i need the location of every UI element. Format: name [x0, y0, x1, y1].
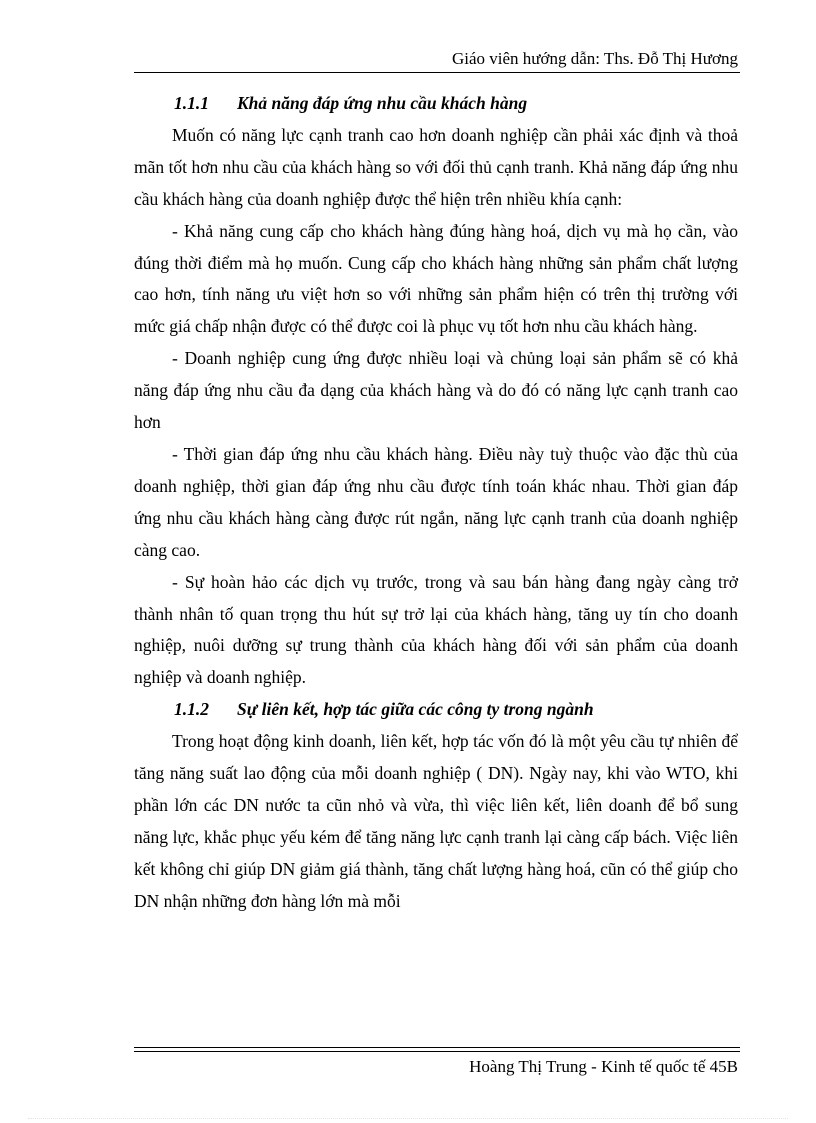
page-content — [134, 88, 738, 918]
paragraph: Muốn có năng lực cạnh tranh cao hơn doanh nghiệp cần phải xác định và thoả mãn tốt hơn nhu cầu của khách hàng so với đối thủ cạnh tranh. Khả năng đáp ứng nhu cầu khách hàng của doanh nghiệp được thể hiện trên nhiều khía cạnh: — [134, 124, 738, 209]
paragraph: - Thời gian đáp ứng nhu cầu khách hàng. Điều này tuỳ thuộc vào đặc thù của doanh nghiệp, thời gian đáp ứng nhu cầu được tính toán khác nhau. Thời gian đáp ứng nhu cầu khách hàng càng được rút ngắn, năng lực cạnh tranh của doanh nghiệp càng cao. — [134, 443, 738, 560]
paragraph: - Doanh nghiệp cung ứng được nhiều loại và chủng loại sản phẩm sẽ có khả năng đáp ứng nhu cầu đa dạng của khách hàng và do đó có năng lực cạnh tranh cao hơn — [134, 348, 738, 433]
section-number: 1.1.1 — [174, 93, 209, 113]
section-title: Sự liên kết, hợp tác giữa các công ty trong ngành — [237, 699, 594, 720]
paragraph: - Sự hoàn hảo các dịch vụ trước, trong và sau bán hàng đang ngày càng trở thành nhân tố quan trọng thu hút sự trở lại của khách hàng, tăng uy tín cho doanh nghiệp, nuôi dưỡng sự trung thành của khách hàng đối với sản phẩm của doanh nghiệp và doanh nghiệp. — [134, 571, 738, 688]
section-number: 1.1.2 — [174, 699, 209, 720]
paragraph: - Khả năng cung cấp cho khách hàng đúng hàng hoá, dịch vụ mà họ cần, vào đúng thời điểm mà họ muốn. Cung cấp cho khách hàng những sản phẩm chất lượng cao hơn, tính năng ưu việt hơn so với những sản phẩm hiện có trên thị trường với mức giá chấp nhận được có thể được coi là phục vụ tốt hơn nhu cầu khách hàng. — [134, 220, 738, 337]
page-bottom-dotted-line — [28, 1118, 788, 1119]
section-title: Khả năng đáp ứng nhu cầu khách hàng — [237, 93, 528, 113]
page-footer: Hoàng Thị Trung - Kinh tế quốc tế 45B — [469, 1057, 738, 1076]
header-rule — [134, 72, 740, 73]
footer-rule — [134, 1047, 740, 1052]
paragraph: Trong hoạt động kinh doanh, liên kết, hợp tác vốn đó là một yêu cầu tự nhiên để tăng năng suất lao động của mỗi doanh nghiệp ( DN). Ngày nay, khi vào WTO, khi phần lớn các DN nước ta cũn nhỏ và vừa, thì việc liên kết, liên doanh để bổ sung năng lực, khắc phục yếu kém để tăng năng lực cạnh tranh lại càng cấp bách. Việc liên kết không chỉ giúp DN giảm giá thành, tăng chất lượng hàng hoá, cũn có thể giúp cho DN nhận những đơn hàng lớn mà mỗi — [134, 731, 738, 911]
section-heading-1-1-2 — [134, 694, 738, 726]
section-heading-1-1-1 — [134, 88, 738, 120]
page-header: Giáo viên hướng dẫn: Ths. Đỗ Thị Hương — [451, 49, 738, 68]
